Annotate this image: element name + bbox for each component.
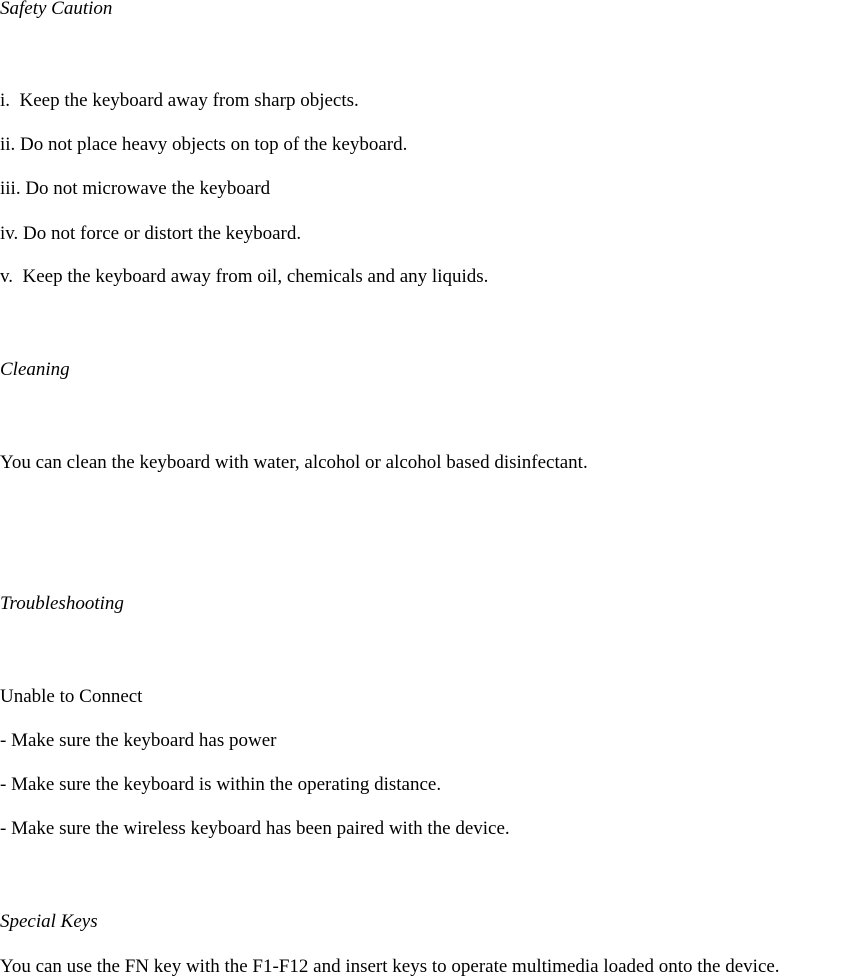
safety-item: i. Keep the keyboard away from sharp objects.	[0, 90, 359, 111]
safety-item: iv. Do not force or distort the keyboard.	[0, 223, 302, 244]
troubleshooting-item: - Make sure the keyboard is within the operating distance.	[0, 774, 442, 795]
cleaning-text: You can clean the keyboard with water, alcohol or alcohol based disinfectant.	[0, 452, 588, 473]
safety-caution-heading: Safety Caution	[0, 0, 113, 19]
safety-item: ii. Do not place heavy objects on top of the keyboard.	[0, 134, 408, 155]
special-keys-heading: Special Keys	[0, 911, 98, 932]
troubleshooting-heading: Troubleshooting	[0, 593, 124, 614]
troubleshooting-item: - Make sure the wireless keyboard has been paired with the device.	[0, 818, 510, 839]
safety-item: iii. Do not microwave the keyboard	[0, 178, 271, 199]
safety-item: v. Keep the keyboard away from oil, chemicals and any liquids.	[0, 266, 489, 287]
cleaning-heading: Cleaning	[0, 359, 70, 380]
special-keys-text: You can use the FN key with the F1-F12 and insert keys to operate multimedia loaded onto the device.	[0, 956, 780, 977]
troubleshooting-subheading: Unable to Connect	[0, 686, 143, 707]
troubleshooting-item: - Make sure the keyboard has power	[0, 730, 277, 751]
